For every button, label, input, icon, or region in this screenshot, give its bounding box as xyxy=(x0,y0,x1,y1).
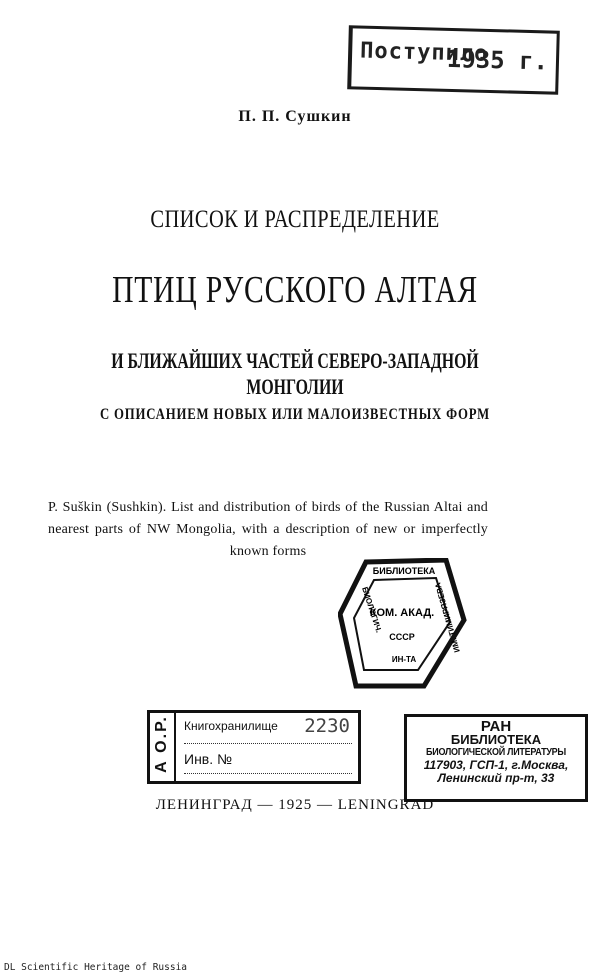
title-line-1: СПИСОК И РАСПРЕДЕЛЕНИЕ xyxy=(150,206,440,233)
inventory-row xyxy=(184,751,352,774)
seal-center-text: СССР xyxy=(389,632,415,642)
footer-watermark: DL Scientific Heritage of Russia xyxy=(4,962,188,973)
seal-top-text: БИБЛИОТЕКА xyxy=(372,566,436,576)
title-line-2: ПТИЦ РУССКОГО АЛТАЯ xyxy=(112,269,478,311)
ran-library-stamp xyxy=(404,714,588,802)
ran-stamp-line-2: БИБЛИОТЕКА xyxy=(450,732,542,747)
seal-left-text: БИОЛОГИЧ. xyxy=(360,585,384,634)
stamp-text: Поступило xyxy=(359,38,489,67)
ran-stamp-line-3: БИОЛОГИЧЕСКОЙ ЛИТЕРАТУРЫ xyxy=(426,747,566,758)
seal-right-text: ИМ. ТИМИРЯЗЕВА xyxy=(433,581,462,654)
title-line-4: С ОПИСАНИЕМ НОВЫХ ИЛИ МАЛОИЗВЕСТНЫХ ФОРМ xyxy=(99,406,491,423)
english-title: P. Suškin (Sushkin). List and distribution of birds of the Russian Altai and nearest parts of NW Mongolia, with a description of new or imperfectly known forms xyxy=(48,500,488,559)
storage-number: 2230 xyxy=(304,715,350,737)
inventory-label: Инв. № xyxy=(184,751,233,767)
accession-side-text: А О.Р. xyxy=(153,715,170,773)
storage-label: Книгохранилище xyxy=(184,719,278,733)
title-line-3: И БЛИЖАЙШИХ ЧАСТЕЙ СЕВЕРО-ЗАПАДНОЙ МОНГОЛИИ xyxy=(111,348,479,399)
accession-label xyxy=(147,710,361,784)
ran-stamp-line-1: РАН xyxy=(480,718,512,735)
ran-stamp-line-4: 117903, ГСП-1, г.Москва, xyxy=(423,758,569,772)
library-seal xyxy=(338,558,468,690)
storage-row xyxy=(184,715,352,744)
ran-stamp-line-5: Ленинский пр-т, 33 xyxy=(437,771,555,785)
seal-middle-text: КОМ. АКАД. xyxy=(369,607,435,619)
seal-bottom-text: ИН-ТА xyxy=(391,655,417,664)
author-name: П. П. Сушкин xyxy=(238,108,352,125)
imprint: ЛЕНИНГРАД — 1925 — LENINGRAD xyxy=(155,797,435,813)
stamp-year: 1935 г. xyxy=(446,44,549,76)
receipt-date-stamp xyxy=(347,25,560,95)
accession-side-label xyxy=(150,713,176,781)
